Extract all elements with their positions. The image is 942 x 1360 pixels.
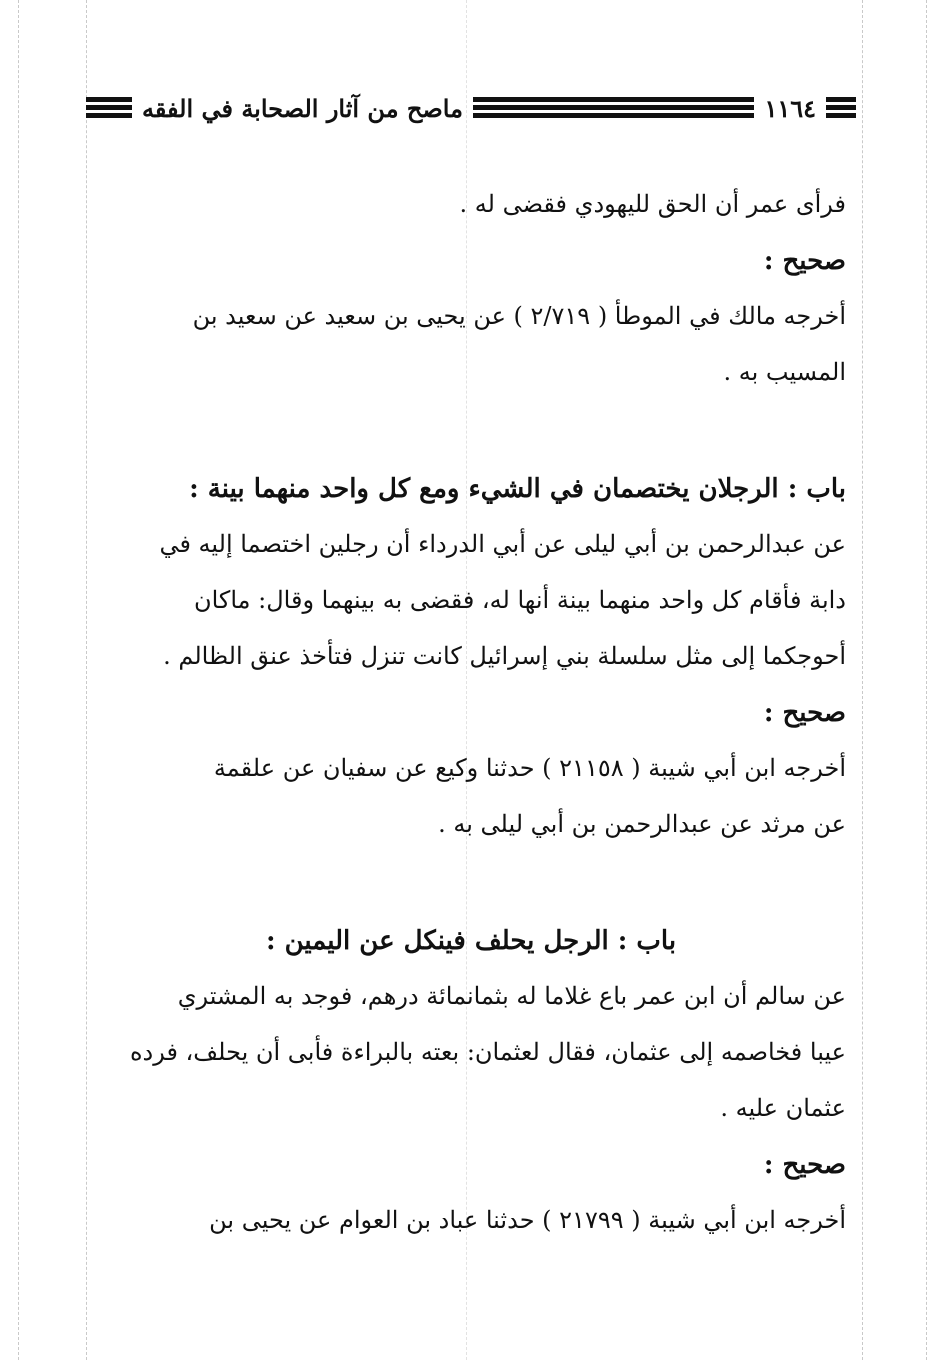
margin-guide: [86, 0, 87, 1360]
header-rule: [473, 97, 754, 119]
body-line: دابة فأقام كل واحد منهما بينة أنها له، فقضى به بينهما وقال: ماكان: [193, 586, 846, 614]
header-rule: [86, 97, 132, 119]
body-line: أخرجه ابن أبي شيبة ( ٢١٧٩٩ ) حدثنا عباد بن العوام عن يحيى بن: [209, 1206, 846, 1234]
section-label-sahih: صحيح :: [763, 1150, 846, 1180]
body-line: أحوجكما إلى مثل سلسلة بني إسرائيل كانت تنزل فتأخذ عنق الظالم .: [163, 642, 846, 670]
margin-guide: [862, 0, 863, 1360]
section-label-sahih: صحيح :: [763, 698, 846, 728]
page-number: ١١٦٤: [764, 93, 816, 123]
section-label-sahih: صحيح :: [763, 246, 846, 276]
body-line: أخرجه مالك في الموطأ ( ٢/٧١٩ ) عن يحيى بن سعيد عن سعيد بن: [192, 302, 846, 330]
body-line: عن مرثد عن عبدالرحمن بن أبي ليلى به .: [438, 810, 846, 838]
body-line: عيبا فخاصمه إلى عثمان، فقال لعثمان: بعته بالبراءة فأبى أن يحلف، فرده: [129, 1038, 846, 1066]
body-line: عثمان عليه .: [720, 1094, 846, 1122]
body-line: عن سالم أن ابن عمر باع غلاما له بثمانمائة درهم، فوجد به المشتري: [177, 982, 846, 1010]
header-rule: [826, 97, 856, 119]
page-header: [86, 88, 856, 128]
body-line: المسيب به .: [723, 358, 846, 386]
margin-guide: [926, 0, 927, 1360]
running-title: ماصح من آثار الصحابة في الفقه: [142, 93, 463, 123]
body-line: أخرجه ابن أبي شيبة ( ٢١١٥٨ ) حدثنا وكيع عن سفيان عن علقمة: [213, 754, 846, 782]
margin-guide: [18, 0, 19, 1360]
chapter-heading: باب : الرجل يحلف فينكل عن اليمين :: [265, 926, 677, 956]
body-line: عن عبدالرحمن بن أبي ليلى عن أبي الدرداء أن رجلين اختصما إليه في: [159, 530, 846, 558]
chapter-heading: باب : الرجلان يختصمان في الشيء ومع كل واحد منهما بينة :: [189, 474, 846, 504]
body-line: فرأى عمر أن الحق لليهودي فقضى له .: [459, 190, 846, 218]
